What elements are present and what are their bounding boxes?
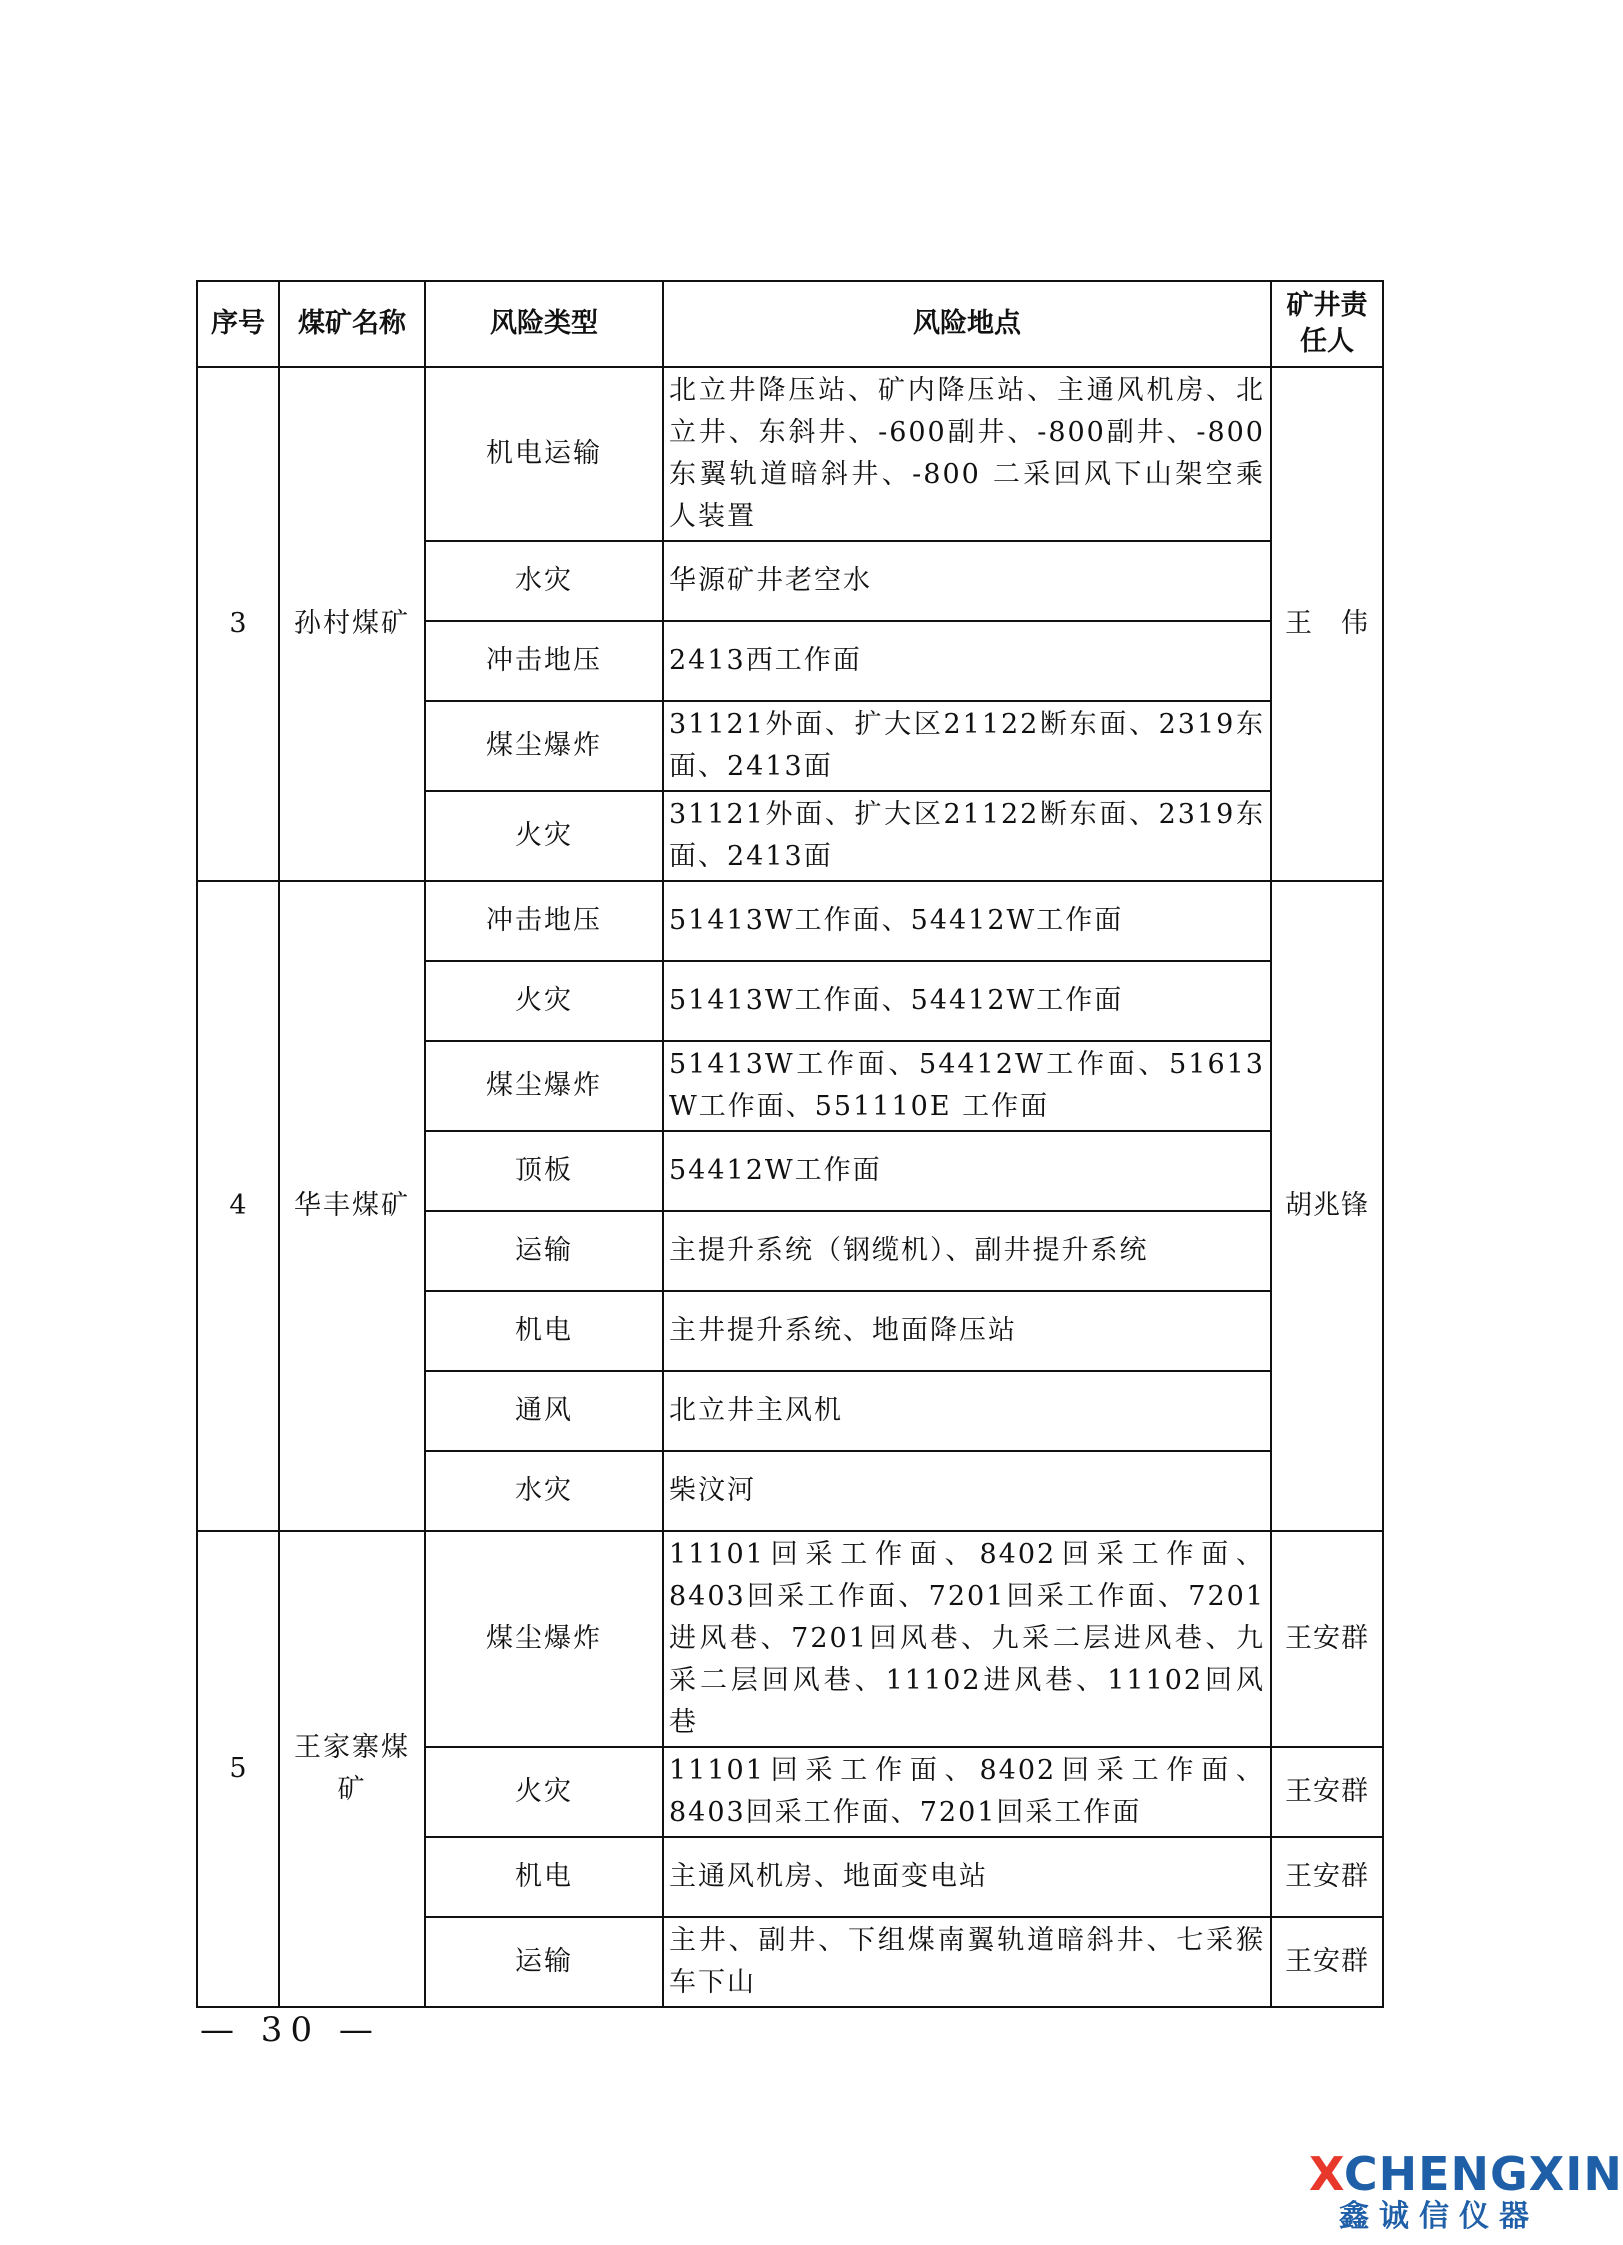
cell-responsible-person: 胡兆锋 xyxy=(1271,881,1383,1531)
header-seq: 序号 xyxy=(197,281,279,367)
header-location: 风险地点 xyxy=(663,281,1271,367)
cell-risk-type: 火灾 xyxy=(425,791,663,881)
cell-mine-name: 华丰煤矿 xyxy=(279,881,425,1531)
risk-table xyxy=(196,280,1384,2008)
cell-risk-type: 煤尘爆炸 xyxy=(425,1041,663,1131)
cell-risk-type: 机电 xyxy=(425,1837,663,1917)
cell-seq: 5 xyxy=(197,1531,279,2007)
cell-risk-location: 51413W工作面、54412W工作面 xyxy=(663,961,1271,1041)
page-number: — 30 — xyxy=(200,2010,381,2050)
header-type: 风险类型 xyxy=(425,281,663,367)
cell-responsible-person: 王安群 xyxy=(1271,1917,1383,2007)
cell-responsible-person: 王安群 xyxy=(1271,1837,1383,1917)
header-mine: 煤矿名称 xyxy=(279,281,425,367)
cell-risk-location: 主提升系统（钢缆机）、副井提升系统 xyxy=(663,1211,1271,1291)
cell-risk-type: 火灾 xyxy=(425,1747,663,1837)
cell-responsible-person: 王 伟 xyxy=(1271,367,1383,881)
cell-risk-location: 柴汶河 xyxy=(663,1451,1271,1531)
cell-risk-location: 31121外面、扩大区21122断东面、2319东面、2413面 xyxy=(663,701,1271,791)
cell-mine-name: 王家寨煤矿 xyxy=(279,1531,425,2007)
cell-risk-location: 主井提升系统、地面降压站 xyxy=(663,1291,1271,1371)
cell-risk-location: 华源矿井老空水 xyxy=(663,541,1271,621)
cell-risk-location: 11101回采工作面、8402回采工作面、8403回采工作面、7201回采工作面、7201进风巷、7201回风巷、九采二层进风巷、九采二层回风巷、11102进风巷、11102回风巷 xyxy=(663,1531,1271,1747)
cell-risk-type: 水灾 xyxy=(425,1451,663,1531)
cell-risk-location: 51413W工作面、54412W工作面 xyxy=(663,881,1271,961)
watermark-wordmark xyxy=(1309,2147,1623,2201)
table-header-row xyxy=(197,281,1383,367)
header-person: 矿井责任人 xyxy=(1271,281,1383,367)
cell-risk-type: 机电 xyxy=(425,1291,663,1371)
cell-risk-location: 54412W工作面 xyxy=(663,1131,1271,1211)
watermark-subtitle: 鑫诚信仪器 xyxy=(1339,2199,1539,2234)
table-row xyxy=(197,1531,1383,1747)
watermark-logo xyxy=(1309,2147,1623,2235)
cell-risk-type: 煤尘爆炸 xyxy=(425,701,663,791)
cell-risk-type: 顶板 xyxy=(425,1131,663,1211)
cell-risk-location: 31121外面、扩大区21122断东面、2319东面、2413面 xyxy=(663,791,1271,881)
cell-mine-name: 孙村煤矿 xyxy=(279,367,425,881)
cell-risk-type: 通风 xyxy=(425,1371,663,1451)
cell-risk-type: 机电运输 xyxy=(425,367,663,541)
cell-risk-type: 运输 xyxy=(425,1917,663,2007)
cell-responsible-person: 王安群 xyxy=(1271,1531,1383,1747)
cell-responsible-person: 王安群 xyxy=(1271,1747,1383,1837)
cell-seq: 3 xyxy=(197,367,279,881)
cell-risk-type: 冲击地压 xyxy=(425,621,663,701)
table-row xyxy=(197,881,1383,961)
watermark-chengxin: CHENGXIN xyxy=(1343,2147,1623,2201)
table-row xyxy=(197,367,1383,541)
cell-risk-location: 主井、副井、下组煤南翼轨道暗斜井、七采猴车下山 xyxy=(663,1917,1271,2007)
watermark-x: X xyxy=(1309,2147,1344,2201)
cell-risk-location: 11101回采工作面、8402回采工作面、8403回采工作面、7201回采工作面 xyxy=(663,1747,1271,1837)
cell-risk-location: 主通风机房、地面变电站 xyxy=(663,1837,1271,1917)
cell-risk-type: 运输 xyxy=(425,1211,663,1291)
cell-risk-location: 北立井主风机 xyxy=(663,1371,1271,1451)
cell-risk-type: 冲击地压 xyxy=(425,881,663,961)
cell-risk-type: 煤尘爆炸 xyxy=(425,1531,663,1747)
cell-risk-type: 水灾 xyxy=(425,541,663,621)
cell-risk-type: 火灾 xyxy=(425,961,663,1041)
cell-risk-location: 北立井降压站、矿内降压站、主通风机房、北立井、东斜井、-600副井、-800副井、-800东翼轨道暗斜井、-800 二采回风下山架空乘人装置 xyxy=(663,367,1271,541)
cell-risk-location: 2413西工作面 xyxy=(663,621,1271,701)
cell-risk-location: 51413W工作面、54412W工作面、51613 W工作面、551110E 工作面 xyxy=(663,1041,1271,1131)
cell-seq: 4 xyxy=(197,881,279,1531)
